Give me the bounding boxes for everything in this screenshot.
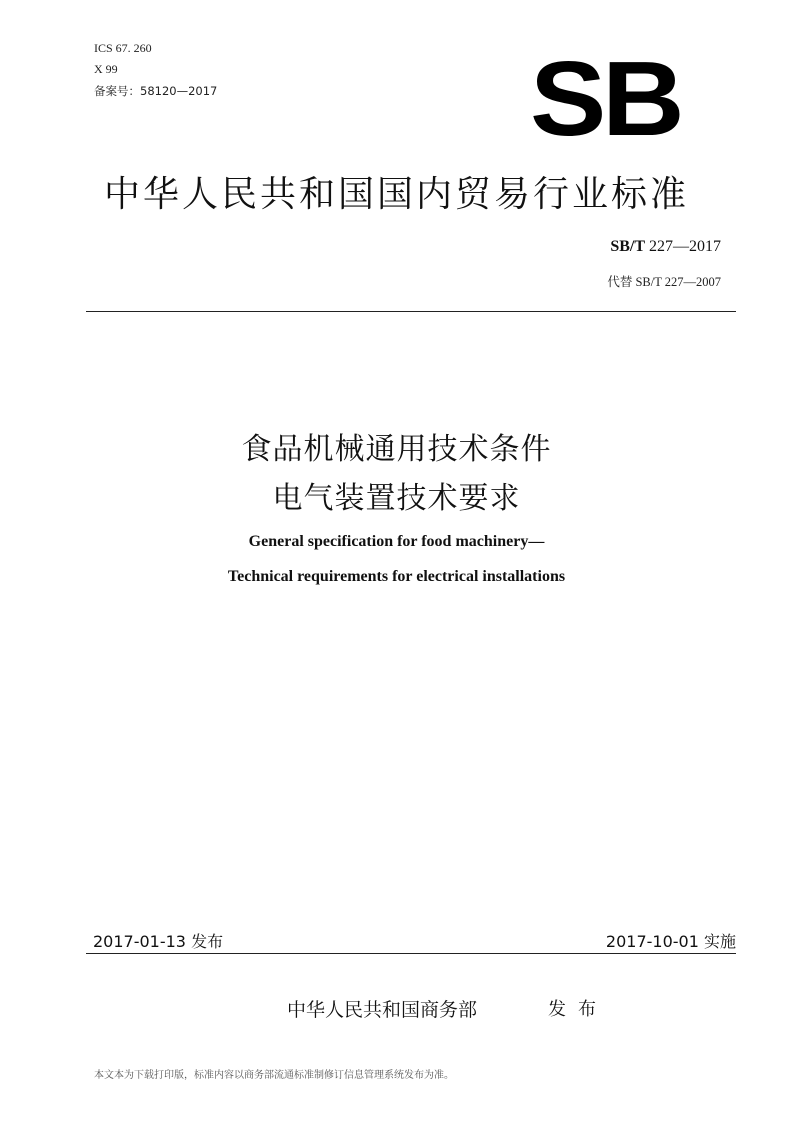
issue-date: 2017-01-13 发布 (93, 932, 224, 951)
replaces-standard: 代替 SB/T 227—2007 (607, 275, 721, 289)
ics-number: ICS 67. 260 (94, 41, 152, 55)
footer-note: 本文本为下载打印版，标准内容以商务部流通标准制修订信息管理系统发布为准。 (94, 1070, 454, 1081)
standard-code-number: 227—2017 (645, 238, 721, 255)
issue-action: 发布 (548, 999, 608, 1020)
top-divider (86, 311, 736, 312)
implementation-date: 2017-10-01 实施 (605, 932, 736, 951)
standard-code-prefix: SB/T (610, 238, 645, 255)
sb-logo: SB (530, 40, 681, 158)
english-title-line1: General specification for food machinery— (248, 533, 545, 550)
english-title-line2: Technical requirements for electrical installations (227, 568, 566, 585)
classification-code: X 99 (94, 62, 118, 76)
standard-category-title: 中华人民共和国国内贸易行业标准 (103, 174, 689, 215)
issuing-authority: 中华人民共和国商务部 (287, 999, 478, 1021)
standard-code (610, 238, 721, 256)
chinese-title-line2: 电气装置技术要求 (272, 481, 521, 516)
record-number: 备案号：58120—2017 (94, 84, 218, 98)
bottom-divider (86, 953, 736, 954)
chinese-title-line1: 食品机械通用技术条件 (241, 432, 552, 467)
